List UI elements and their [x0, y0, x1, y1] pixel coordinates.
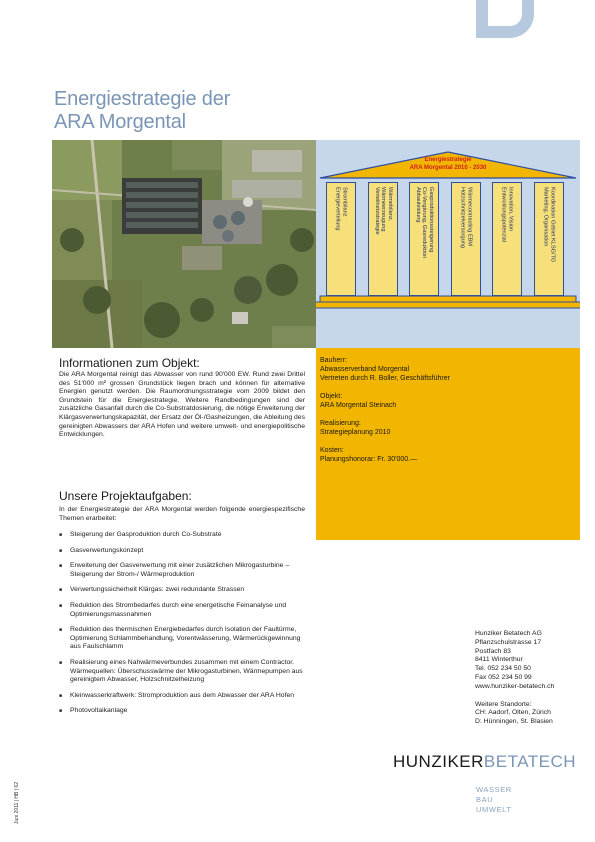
- tagline-2: BAU: [476, 795, 494, 804]
- pillar-label-line: Wärmebilanz,: [386, 187, 393, 222]
- pillar-label-line: Verteilnetzstrategie: [373, 187, 380, 235]
- brand-logo: [393, 752, 576, 772]
- pillar-label-line: Strombilanz: [341, 187, 348, 217]
- pillar-6: [534, 182, 564, 296]
- title-line-1: Energiestrategie der: [54, 88, 231, 110]
- bauherr-label: Bauherr:: [320, 357, 347, 364]
- pillar-label-line: Gasproduktionssteigerung: [428, 187, 435, 253]
- pillar-label-line: Koordination Gebiet KLSG/TG: [549, 187, 556, 263]
- pillar-label-line: Wärmeerzeugung: [379, 187, 386, 232]
- pillar-label: [334, 187, 347, 293]
- address-fax: Fax 052 234 50 99: [475, 673, 532, 681]
- bauherr-line-1: Abwasserverband Morgental: [320, 366, 410, 373]
- pillar-5: [492, 182, 522, 296]
- brand-part-1: HUNZIKER: [393, 752, 484, 771]
- address-postfach: Postfach 83: [475, 647, 511, 655]
- address-standorte-2: D: Hünningen, St. Blasien: [475, 718, 553, 726]
- tasks-list: [59, 531, 305, 723]
- realisierung-line-1: Strategieplanung 2010: [320, 429, 391, 436]
- pillar-label-line: Marketing, Organisation: [543, 187, 549, 247]
- task-item: ■ Gasverwertungskonzept: [59, 547, 305, 556]
- diagram-header-line-2: ARA Morgental 2010 - 2030: [409, 165, 487, 171]
- pillar-label: [501, 187, 514, 293]
- page-title: [54, 88, 230, 134]
- bauherr-line-2: Vertreten durch R. Boller, Geschäftsführer: [320, 375, 450, 382]
- pillar-label: [414, 187, 434, 293]
- title-line-2: ARA Morgental: [54, 111, 186, 133]
- pillar-label-line: Entwicklungspotenzial: [501, 187, 508, 243]
- pillar-2: [368, 182, 398, 296]
- address-standorte-label: Weitere Standorte:: [475, 700, 532, 708]
- pillar-label-line: Wärmecontracting EBM: [466, 187, 473, 247]
- strategy-diagram: [316, 140, 580, 348]
- address-tel: Tel. 052 234 50 50: [475, 665, 531, 673]
- info-heading: Informationen zum Objekt:: [59, 356, 200, 370]
- realisierung-label: Realisierung:: [320, 420, 361, 427]
- diagram-header: [386, 156, 510, 172]
- diagram-header-line-1: Energiestrategie: [424, 157, 472, 163]
- pillar-3: [409, 182, 439, 296]
- task-item: ■ Reduktion des thermischen Energiebedarfes durch Isolation der Faultürme, Optimierung Schlammbehandlung, Vorentwässerung, Wärmerückgewinnung aus Faulschlamm: [59, 626, 305, 652]
- project-facts-box: [316, 348, 580, 540]
- tasks-intro: In der Energiestrategie der ARA Morgental werden folgende energiespezifische Themen erarbeitet:: [59, 506, 305, 522]
- brand-tagline: [476, 785, 512, 815]
- task-item: ■ Realisierung eines Nahwärmeverbundes zusammen mit einem Contractor. Wärmequellen: Überschusswärme der Mikrogasturbinen, Wärmepumpen aus gereinigtem Abwasser, Holzschnitzelheizung: [59, 659, 305, 685]
- task-item: ■ Reduktion des Strombedarfes durch eine energetische Feinanalyse und Optimierungsmassnahmen: [59, 602, 305, 619]
- task-item: ■ Steigerung der Gasproduktion durch Co-Substrate: [59, 531, 305, 540]
- brand-corner-mark: [474, 0, 536, 40]
- pillar-1: [326, 182, 356, 296]
- task-item: ■ Erweiterung der Gasverwertung mit einer zusätzlichen Mikrogasturbine – Steigerung der Strom-/ Wärmeproduktion: [59, 562, 305, 579]
- pillar-4: [451, 182, 481, 296]
- pillar-label: [459, 187, 472, 293]
- address-company: Hunziker Betatech AG: [475, 630, 542, 637]
- company-address: [475, 630, 554, 727]
- document-code: Juni 2011 | HB | 62: [14, 782, 20, 824]
- aerial-photo: [52, 140, 316, 348]
- brand-part-2: BETATECH: [483, 752, 577, 771]
- bauherr-group: [320, 356, 570, 383]
- kosten-label: Kosten:: [320, 447, 344, 454]
- info-paragraph: Die ARA Morgental reinigt das Abwasser von rund 90'000 EW. Rund zwei Drittel des 51'000 m² grossen Grundstück liegen brach und können für alternative Energien genutzt werden. Die Raumordnungsstrategie vom 2009 bildet den Grundstein für die Energiestrategie. Weitere Randbedingungen sind der zusätzliche Gasanfall durch die Co-Substratdosierung, die nötige Erweiterung der Klärgasverwertungskapazität, der Ersatz der Öl-/Gasheizungen, die Ableitung des gereinigten Abwassers der ARA Hofen und weitere umwelt- und energiepolitische Entwicklungen.: [59, 371, 305, 439]
- pillar-label-line: Abbauleistung: [414, 187, 421, 223]
- address-web[interactable]: www.hunziker-betatech.ch: [475, 682, 555, 690]
- realisierung-group: [320, 419, 570, 437]
- task-item: ■ Kleinwasserkraftwerk: Stromproduktion aus dem Abwasser der ARA Hofen: [59, 692, 305, 701]
- pillar-label: [373, 187, 393, 293]
- address-city: 8411 Winterthur: [475, 656, 523, 664]
- task-item: ■ Verwertungssicherheit Klärgas: zwei redundante Strassen: [59, 586, 305, 595]
- address-street: Pflanzschulstrasse 17: [475, 638, 542, 646]
- pillar-label-line: Innovation, Vision: [507, 187, 514, 232]
- kosten-group: [320, 446, 570, 464]
- pillar-label-line: Holzschnitzelversorgung: [459, 187, 466, 248]
- pillar-label-line: Energieverteilung: [335, 187, 341, 231]
- tasks-heading: Unsere Projektaufgaben:: [59, 489, 192, 503]
- kosten-line-1: Planungshonorar: Fr. 30'000.—: [320, 456, 418, 463]
- address-standorte-1: CH: Aadorf, Olten, Zürich: [475, 709, 551, 717]
- objekt-group: [320, 392, 570, 410]
- pillar-label: [542, 187, 555, 293]
- tagline-3: UMWELT: [476, 805, 512, 814]
- tagline-1: WASSER: [476, 785, 512, 794]
- pillar-label-line: Co-Vergärung, Gasreduktion: [421, 187, 428, 259]
- objekt-label: Objekt:: [320, 393, 343, 400]
- objekt-line-1: ARA Morgental Steinach: [320, 402, 397, 409]
- task-item: ■ Photovoltaikanlage: [59, 707, 305, 716]
